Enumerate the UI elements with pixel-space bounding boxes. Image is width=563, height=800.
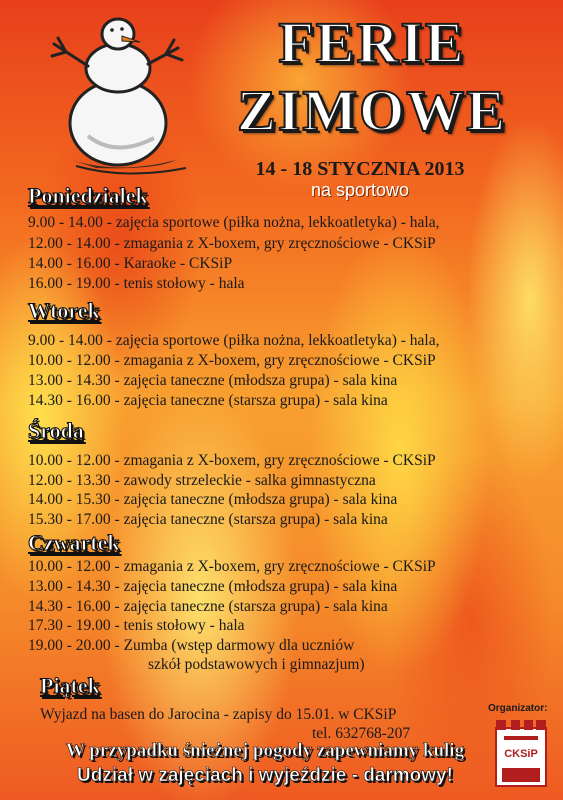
- schedule-line: 10.00 - 12.00 - zmagania z X-boxem, gry zręcznościowe - CKSiP: [28, 352, 436, 369]
- title-line-1: FERIE: [278, 10, 466, 75]
- schedule-line: 14.00 - 15.30 - zajęcia taneczne (młodsza grupa) - sala kina: [28, 491, 398, 508]
- footer-free-note: Udział w zajęciach i wyjeździe - darmowy!: [77, 765, 453, 786]
- event-dates: 14 - 18 STYCZNIA 2013: [255, 158, 465, 180]
- schedule-line: 9.00 - 14.00 - zajęcia sportowe (piłka nożna, lekkoatletyka) - hala,: [28, 332, 440, 349]
- day-header-tuesday: Wtorek: [28, 298, 100, 323]
- schedule-line: 12.00 - 14.00 - zmagania z X-boxem, gry zręcznościowe - CKSiP: [28, 235, 436, 252]
- snowman-illustration: [36, 8, 196, 183]
- schedule-line: 10.00 - 12.00 - zmagania z X-boxem, gry zręcznościowe - CKSiP: [28, 558, 436, 575]
- schedule-line: Wyjazd na basen do Jarocina - zapisy do 15.01. w CKSiP: [40, 706, 397, 723]
- schedule-line: 14.30 - 16.00 - zajęcia taneczne (starsza grupa) - sala kina: [28, 392, 388, 409]
- day-header-friday: Piątek: [40, 673, 100, 698]
- day-header-thursday: Czwartek: [28, 530, 120, 555]
- organizer-logo-text: CKSiP: [504, 748, 538, 760]
- schedule-line: 17.30 - 19.00 - tenis stołowy - hala: [28, 617, 245, 634]
- schedule-line: 14.00 - 16.00 - Karaoke - CKSiP: [28, 255, 233, 272]
- schedule-line: 19.00 - 20.00 - Zumba (wstęp darmowy dla uczniów: [28, 637, 355, 654]
- organizer-logo: [494, 718, 548, 788]
- schedule-line: 14.30 - 16.00 - zajęcia taneczne (starsza grupa) - sala kina: [28, 598, 388, 615]
- event-subtitle: na sportowo: [310, 180, 410, 200]
- day-header-monday: Poniedziałek: [28, 183, 148, 208]
- schedule-line: 10.00 - 12.00 - zmagania z X-boxem, gry zręcznościowe - CKSiP: [28, 452, 436, 469]
- day-header-wednesday: Środa: [28, 418, 84, 443]
- schedule-line: 13.00 - 14.30 - zajęcia taneczne (młodsza grupa) - sala kina: [28, 578, 398, 595]
- schedule-line: 16.00 - 19.00 - tenis stołowy - hala: [28, 275, 245, 292]
- schedule-line: 15.30 - 17.00 - zajęcia taneczne (starsza grupa) - sala kina: [28, 511, 388, 528]
- title-line-2: ZIMOWE: [237, 78, 507, 143]
- organizer-label: Organizator:: [488, 703, 548, 714]
- schedule-line: 9.00 - 14.00 - zajęcia sportowe (piłka nożna, lekkoatletyka) - hala,: [28, 214, 440, 231]
- footer-sleigh-note: W przypadku śnieżnej pogody zapewniamy kulig: [65, 740, 465, 761]
- schedule-line: szkół podstawowych i gimnazjum): [148, 656, 365, 673]
- schedule-line: 12.00 - 13.30 - zawody strzeleckie - salka gimnastyczna: [28, 472, 376, 489]
- schedule-line: tel. 632768-207: [312, 725, 411, 742]
- schedule-line: 13.00 - 14.30 - zajęcia taneczne (młodsza grupa) - sala kina: [28, 372, 398, 389]
